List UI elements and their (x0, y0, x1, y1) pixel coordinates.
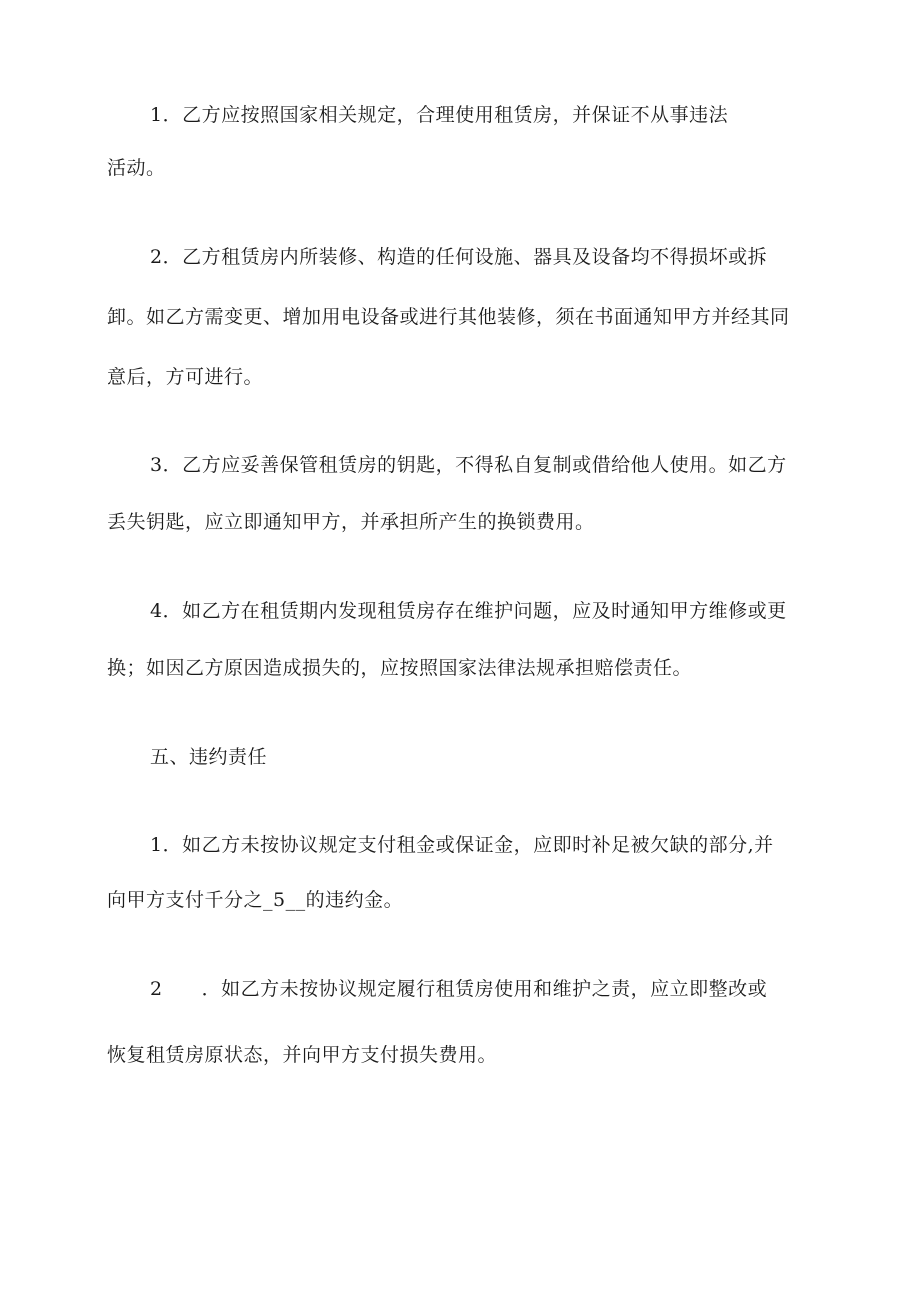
section-heading: 五、违约责任 (150, 746, 268, 768)
clause-5-2-line-1: 2 ．如乙方未按协议规定履行租赁房使用和维护之责，应立即整改或 (150, 978, 768, 1000)
clause-4-2-line-2: 卸。如乙方需变更、增加用电设备或进行其他装修，须在书面通知甲方并经其同 (107, 306, 790, 328)
clause-4-1-line-1: 1．乙方应按照国家相关规定，合理使用租赁房，并保证不从事违法 (150, 104, 729, 126)
clause-4-2-line-3: 意后，方可进行。 (107, 366, 264, 388)
clause-4-3-line-1: 3．乙方应妥善保管租赁房的钥匙，不得私自复制或借给他人使用。如乙方 (150, 454, 787, 476)
clause-4-4-line-2: 换；如因乙方原因造成损失的，应按照国家法律法规承担赔偿责任。 (107, 657, 693, 679)
clause-5-1-line-2: 向甲方支付千分之_5__的违约金。 (107, 889, 404, 911)
clause-5-1-line-1: 1．如乙方未按协议规定支付租金或保证金，应即时补足被欠缺的部分,并 (150, 834, 774, 856)
clause-4-2-line-1: 2．乙方租赁房内所装修、构造的任何设施、器具及设备均不得损坏或拆 (150, 246, 768, 268)
clause-5-2-line-2: 恢复租赁房原状态，并向甲方支付损失费用。 (107, 1044, 498, 1066)
clause-4-4-line-1: 4．如乙方在租赁期内发现租赁房存在维护问题，应及时通知甲方维修或更 (150, 600, 787, 622)
clause-4-3-line-2: 丢失钥匙，应立即通知甲方，并承担所产生的换锁费用。 (107, 511, 595, 533)
clause-4-1-line-2: 活动。 (107, 157, 166, 179)
